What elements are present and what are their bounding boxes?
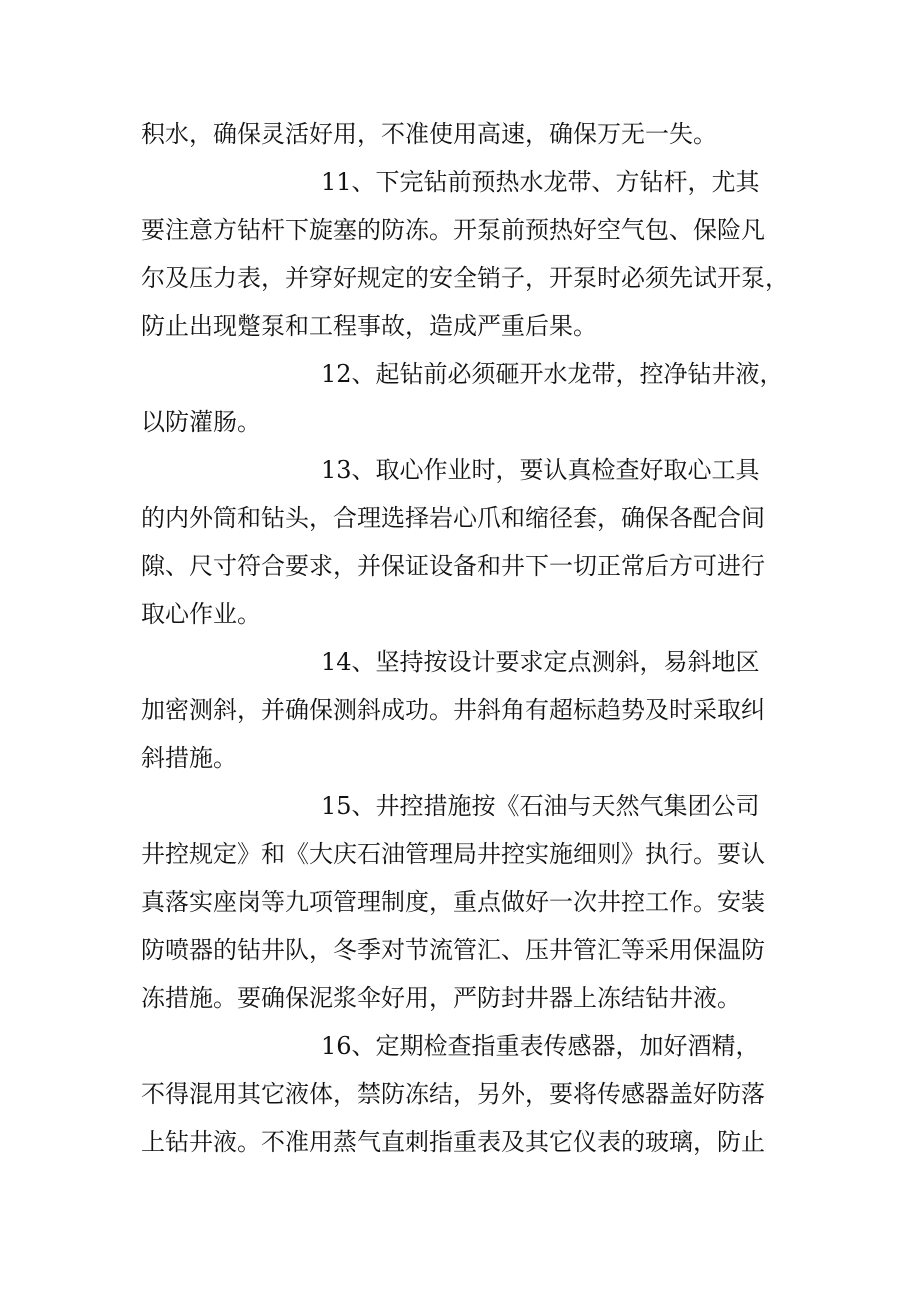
text-line: 14、坚持按设计要求定点测斜，易斜地区 <box>321 648 760 676</box>
text-line: 尔及压力表，并穿好规定的安全销子，开泵时必须先试开泵， <box>141 264 789 292</box>
text-line: 要注意方钻杆下旋塞的防冻。开泵前预热好空气包、保险凡 <box>141 216 765 244</box>
text-line: 防止出现蹩泵和工程事故，造成严重后果。 <box>141 312 597 340</box>
text-line: 13、取心作业时，要认真检查好取心工具 <box>321 456 760 484</box>
text-line: 取心作业。 <box>141 600 261 628</box>
text-line: 冻措施。要确保泥浆伞好用，严防封井器上冻结钻井液。 <box>141 984 741 1012</box>
text-line: 积水，确保灵活好用，不准使用高速，确保万无一失。 <box>141 120 717 148</box>
text-line: 12、起钻前必须砸开水龙带，控净钻井液， <box>321 360 784 388</box>
text-line: 11、下完钻前预热水龙带、方钻杆，尤其 <box>321 168 760 196</box>
text-line: 以防灌肠。 <box>141 408 261 436</box>
text-line: 斜措施。 <box>141 744 237 772</box>
text-line: 不得混用其它液体，禁防冻结，另外，要将传感器盖好防落 <box>141 1080 765 1108</box>
body-text <box>141 110 801 1166</box>
text-line: 上钻井液。不准用蒸气直刺指重表及其它仪表的玻璃，防止 <box>141 1128 765 1156</box>
text-line: 加密测斜，并确保测斜成功。井斜角有超标趋势及时采取纠 <box>141 696 765 724</box>
text-line: 16、定期检查指重表传感器，加好酒精， <box>321 1032 760 1060</box>
text-line: 的内外筒和钻头，合理选择岩心爪和缩径套，确保各配合间 <box>141 504 765 532</box>
text-line: 15、井控措施按《石油与天然气集团公司 <box>321 792 760 820</box>
text-line: 井控规定》和《大庆石油管理局井控实施细则》执行。要认 <box>141 840 765 868</box>
text-line: 隙、尺寸符合要求，并保证设备和井下一切正常后方可进行 <box>141 552 765 580</box>
text-line: 真落实座岗等九项管理制度，重点做好一次井控工作。安装 <box>141 888 765 916</box>
text-line: 防喷器的钻井队，冬季对节流管汇、压井管汇等采用保温防 <box>141 936 765 964</box>
